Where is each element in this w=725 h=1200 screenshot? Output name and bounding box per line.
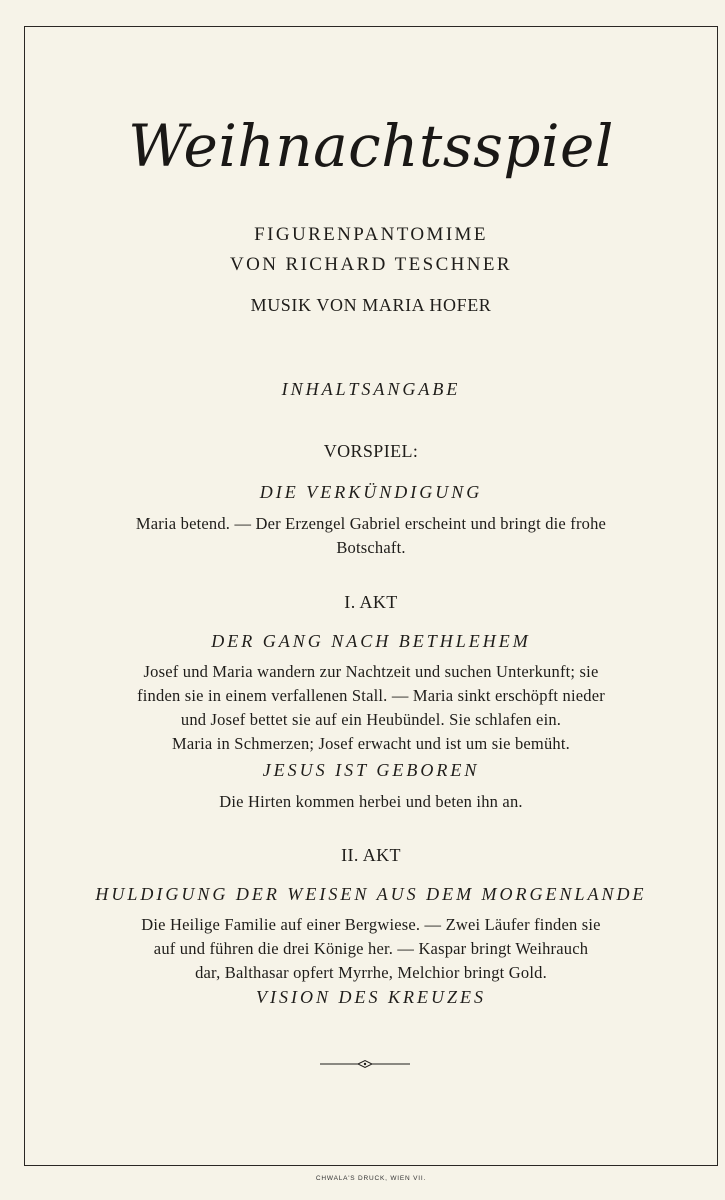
act2-heading: HULDIGUNG DER WEISEN AUS DEM MORGENLANDE xyxy=(95,884,647,904)
act2-text-line: Die Heilige Familie auf einer Bergwiese. — Zwei Läufer finden sie xyxy=(141,915,601,934)
prelude-heading: DIE VERKÜNDIGUNG xyxy=(259,482,483,502)
subtitle-author: VON RICHARD TESCHNER xyxy=(229,254,512,275)
act1-text-line: Maria in Schmerzen; Josef erwacht und ist um sie bemüht. xyxy=(172,734,570,753)
prelude-text-line: Maria betend. — Der Erzengel Gabriel erscheint und bringt die frohe xyxy=(135,514,607,533)
act1-heading2: JESUS IST GEBOREN xyxy=(262,760,480,780)
printer-imprint: CHWALA'S DRUCK, WIEN VII. xyxy=(315,1175,427,1182)
act1-text-line: und Josef bettet sie auf ein Heubündel. Sie schlafen ein. xyxy=(180,710,562,729)
act2-label: II. AKT xyxy=(341,845,401,865)
act1-label: I. AKT xyxy=(344,592,398,612)
act1-heading: DER GANG NACH BETHLEHEM xyxy=(211,631,531,651)
page-title: Weihnachtsspiel xyxy=(128,112,614,180)
act2-text-line: dar, Balthasar opfert Myrrhe, Melchior bringt Gold. xyxy=(195,963,547,982)
subtitle-pantomime: FIGURENPANTOMIME xyxy=(254,224,488,245)
prelude-label: VORSPIEL: xyxy=(323,441,419,461)
act2-heading2: VISION DES KREUZES xyxy=(256,987,486,1007)
act1-text2: Die Hirten kommen herbei und beten ihn an. xyxy=(219,792,523,811)
prelude-text-line: Botschaft. xyxy=(336,538,406,557)
act1-text-line: Josef und Maria wandern zur Nachtzeit und suchen Unterkunft; sie xyxy=(143,662,599,681)
music-credit: MUSIK VON MARIA HOFER xyxy=(250,295,492,315)
ornament-divider-icon xyxy=(320,1058,410,1070)
act1-text-line: finden sie in einem verfallenen Stall. — Maria sinkt erschöpft nieder xyxy=(137,686,605,705)
act2-text-line: auf und führen die drei Könige her. — Kaspar bringt Weihrauch xyxy=(153,939,589,958)
contents-heading: INHALTSANGABE xyxy=(281,379,461,399)
